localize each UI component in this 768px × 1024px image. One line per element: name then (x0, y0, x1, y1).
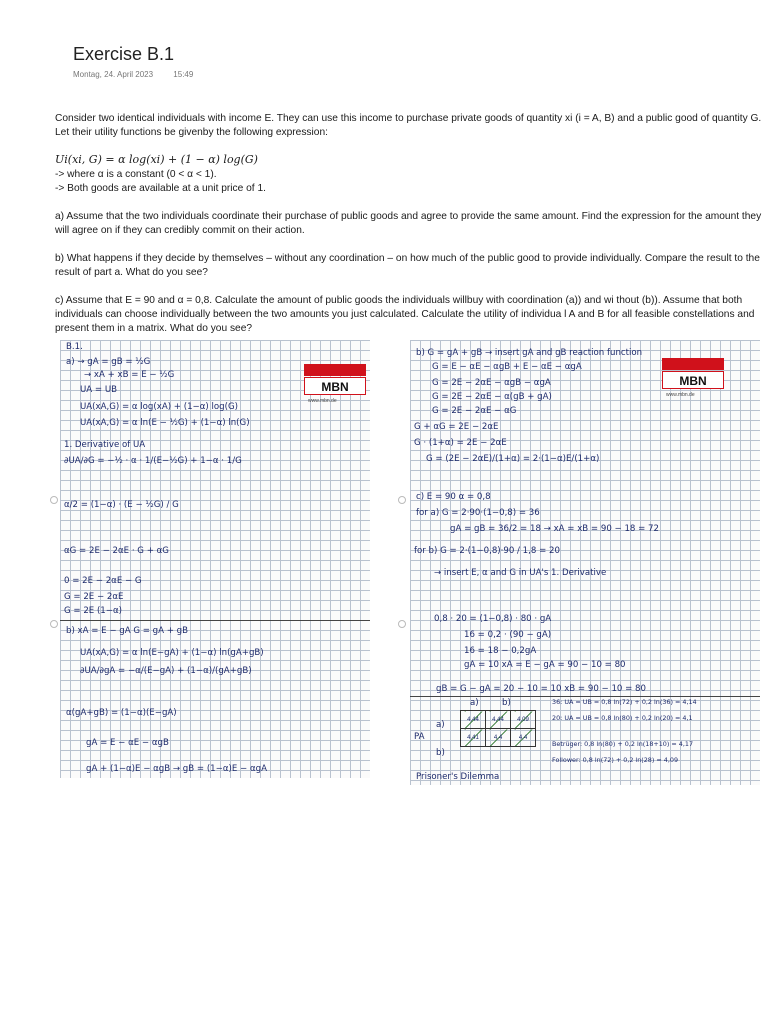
scan-line: UA = UB (80, 385, 118, 395)
punch-hole (50, 620, 58, 628)
scan-line: 16 = 18 − 0,2gA (464, 646, 537, 656)
result-line: 20: UA = UB = 0,8 ln(80) + 0,2 ln(20) = 4,1 (552, 714, 693, 722)
scan-line: gA = E − αE − αgB (86, 738, 169, 748)
matrix-cell: 4,41 (461, 729, 486, 747)
scan-line: gA = gB = 36/2 = 18 → xA = xB = 90 − 18 = 72 (450, 524, 659, 534)
punch-hole (398, 620, 406, 628)
scan-line: UA(xA,G) = α ln(E − ½G) + (1−α) ln(G) (80, 418, 250, 428)
matrix-cell: 4,44 (461, 711, 486, 729)
scan-line: 0 = 2E − 2αE − G (64, 576, 142, 586)
result-line: 36: UA = UB = 0,8 ln(72) + 0,2 ln(36) = 4,14 (552, 698, 697, 706)
scan-line: UA(xA,G) = α ln(E−gA) + (1−α) ln(gA+gB) (80, 648, 264, 658)
scan-line: → insert E, α and G in UA's 1. Derivative (434, 568, 607, 578)
scan-line: G + αG = 2E − 2αE (414, 422, 499, 432)
exercise-text (55, 112, 763, 140)
scan-line: 16 = 0,2 · (90 − gA) (464, 630, 552, 640)
scan-line: gA + (1−α)E − αgB → gB = (1−α)E − αgA (86, 764, 267, 774)
scan-line: G = 2E − 2αE (64, 592, 124, 602)
scan-line: b) G = gA + gB → insert gA and gB reaction function (416, 348, 643, 358)
utility-formula: Ui(xi, G) = α log(xi) + (1 − α) log(G) (55, 153, 258, 166)
matrix-caption: Prisoner's Dilemma (416, 772, 500, 782)
scan-line: 1. Derivative of UA (64, 440, 146, 450)
scan-line: B.1. (66, 342, 83, 352)
scan-line: G = 2E − 2αE − αgB − αgA (432, 378, 551, 388)
scan-line: ∂UA/∂G = −½ · α · 1/(E−½G) + 1−α · 1/G (64, 456, 242, 466)
scan-line: G = E − αE − αgB + E − αE − αgA (432, 362, 582, 372)
scan-line: gA = 10 xA = E − gA = 90 − 10 = 80 (464, 660, 626, 670)
part-a-text: a) Assume that the two individuals coordinate their purchase of public goods and agree to provide the same amount. Find the expression for the amount they will agree on if they can credibly commit on their action. (55, 211, 762, 236)
part-c-text: c) Assume that E = 90 and α = 0,8. Calculate the amount of public goods the individuals willbuy with coordination (a)) and wi thout (b)). Assume that both individuals can choose individually between the two amounts you just calculated. Calculate the utility of individua l A and B for all feasible constellations and present them in a matrix. What do you see? (55, 295, 755, 334)
scan-line: gB = G − gA = 20 − 10 = 10 xB = 90 − 10 = 80 (436, 684, 646, 694)
scan-line: G = 2E (1−α) (64, 606, 122, 616)
scan-line: a) → gA = gB = ½G (66, 357, 151, 367)
matrix-row-a: a) (436, 720, 445, 730)
matrix-row-b: b) (436, 748, 445, 758)
mbn-logo-right: MBN www.mbn.de (662, 358, 724, 396)
scan-line: G = (2E − 2αE)/(1+α) = 2·(1−α)E/(1+α) (426, 454, 600, 464)
matrix-cell: 4,4 (511, 729, 536, 747)
matrix-cell: 4,44 (486, 711, 511, 729)
matrix-header-b: b) (502, 698, 511, 708)
scan-line: c) E = 90 α = 0,8 (416, 492, 491, 502)
scan-line: → xA + xB = E − ½G (84, 370, 175, 380)
page-title: Exercise B.1 (73, 44, 175, 64)
player-a-label: PA (414, 732, 425, 742)
scan-line: α/2 = (1−α) · (E − ½G) / G (64, 500, 179, 510)
punch-hole (50, 496, 58, 504)
payoff-matrix (460, 710, 536, 747)
scan-line: G = 2E − 2αE − αG (432, 406, 517, 416)
intro-paragraph: Consider two identical individuals with income E. They can use this income to purchase private goods of quantity xi (i = A, B) and a public good of quantity G. Let their utility functions be givenby the following expression: (55, 113, 762, 138)
matrix-cell: 4,4 (486, 729, 511, 747)
result-line: Follower: 0,8 ln(72) + 0,2 ln(28) = 4,09 (552, 756, 679, 764)
punch-hole (398, 496, 406, 504)
scan-line: ∂UA/∂gA = −α/(E−gA) + (1−α)/(gA+gB) (80, 666, 252, 676)
mbn-logo-left: MBN www.mbn.de (304, 364, 366, 402)
scan-line: 0,8 · 20 = (1−0,8) · 80 · gA (434, 614, 552, 624)
scan-line: for b) G = 2·(1−0,8)·90 / 1,8 = 20 (414, 546, 560, 556)
page-meta (73, 70, 211, 79)
scan-line: αG = 2E − 2αE · G + αG (64, 546, 169, 556)
matrix-cell: 4,09 (511, 711, 536, 729)
page-time: 15:49 (173, 70, 194, 79)
matrix-header-a: a) (470, 698, 479, 708)
page-date: Montag, 24. April 2023 (73, 70, 154, 79)
scan-line: UA(xA,G) = α log(xA) + (1−α) log(G) (80, 402, 238, 412)
scan-line: G = 2E − 2αE − α(gB + gA) (432, 392, 552, 402)
result-line: Betrüger: 0,8 ln(80) + 0,2 ln(18+10) = 4,17 (552, 740, 694, 748)
scan-line: α(gA+gB) = (1−α)(E−gA) (66, 708, 177, 718)
handwritten-scan-right (410, 340, 760, 785)
note-price: -> Both goods are available at a unit price of 1. (55, 183, 266, 194)
scan-line: b) xA = E − gA G = gA + gB (66, 626, 188, 636)
scan-line: G · (1+α) = 2E − 2αE (414, 438, 507, 448)
part-b-text: b) What happens if they decide by themselves – without any coordination – on how much of the public good to provide individually. Compare the result to the result of part a. What do you see? (55, 253, 760, 278)
note-alpha: -> where α is a constant (0 < α < 1). (55, 169, 217, 180)
handwritten-scan-left (60, 340, 370, 778)
scan-line: for a) G = 2·90·(1−0,8) = 36 (416, 508, 540, 518)
